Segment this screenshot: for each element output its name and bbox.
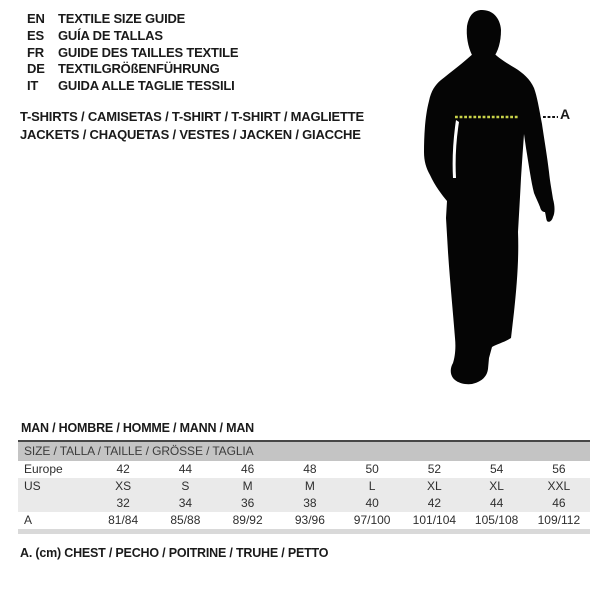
table-cell: 105/108 xyxy=(474,513,519,527)
garment-categories xyxy=(20,108,364,143)
table-cell: 40 xyxy=(365,496,379,510)
table-cell: 93/96 xyxy=(294,513,325,527)
table-cell: 97/100 xyxy=(353,513,391,527)
table-cell: 32 xyxy=(116,496,130,510)
language-legend xyxy=(27,11,238,95)
table-cell: 85/88 xyxy=(170,513,201,527)
lang-code: ES xyxy=(27,27,44,43)
legend-row-fr xyxy=(27,45,238,62)
table-cell: 46 xyxy=(240,462,255,476)
table-cell: XL xyxy=(427,479,442,493)
table-row-us xyxy=(18,478,590,495)
lang-title: TEXTILE SIZE GUIDE xyxy=(58,11,186,26)
lang-title: GUÍA DE TALLAS xyxy=(58,27,163,43)
table-cell: 48 xyxy=(303,462,317,476)
table-cell: 36 xyxy=(240,496,255,510)
lang-code: FR xyxy=(27,44,44,60)
table-cell: L xyxy=(368,479,376,493)
section-title-man: MAN / HOMBRE / HOMME / MANN / MAN xyxy=(21,421,254,435)
row-label xyxy=(18,495,92,512)
legend-row-es xyxy=(27,28,238,45)
table-cell: 52 xyxy=(427,462,442,476)
table-row-europe xyxy=(18,461,590,478)
table-cell: 44 xyxy=(178,462,193,476)
table-cell: M xyxy=(304,479,315,493)
table-cell: 56 xyxy=(552,462,566,476)
row-label: US xyxy=(24,479,41,493)
man-figure xyxy=(415,0,585,400)
table-cell: 50 xyxy=(365,462,379,476)
table-cell: 101/104 xyxy=(412,513,457,527)
category-jackets: JACKETS / CHAQUETAS / VESTES / JACKEN / GIACCHE xyxy=(20,126,361,142)
table-cell: 34 xyxy=(178,496,193,510)
table-cell: 42 xyxy=(427,496,442,510)
table-cell: 38 xyxy=(303,496,317,510)
lang-code: IT xyxy=(27,78,39,94)
lang-title: TEXTILGRÖßENFÜHRUNG xyxy=(58,61,220,77)
table-row-a-chest xyxy=(18,512,590,529)
legend-row-it xyxy=(27,78,238,95)
row-label: A xyxy=(24,513,33,527)
size-table xyxy=(18,440,590,534)
table-cell: 46 xyxy=(552,496,566,510)
table-cell: M xyxy=(242,479,253,493)
table-bottom-rule xyxy=(18,529,590,534)
table-cell: 89/92 xyxy=(232,513,263,527)
table-cell: 44 xyxy=(489,496,504,510)
table-cell: XL xyxy=(489,479,504,493)
legend-row-en xyxy=(27,11,238,28)
table-cell: S xyxy=(181,479,190,493)
lang-code: EN xyxy=(27,11,45,26)
table-row-numeric xyxy=(18,495,590,512)
table-cell: XXL xyxy=(547,479,571,493)
table-cell: 81/84 xyxy=(108,513,139,527)
size-table-header: SIZE / TALLA / TAILLE / GRÖSSE / TAGLIA xyxy=(18,442,590,461)
row-label: Europe xyxy=(24,462,63,476)
table-cell: XS xyxy=(115,479,132,493)
table-cell: 42 xyxy=(116,462,130,476)
lang-code: DE xyxy=(27,61,45,77)
lang-title: GUIDA ALLE TAGLIE TESSILI xyxy=(58,78,235,94)
lang-title: GUIDE DES TAILLES TEXTILE xyxy=(58,44,239,60)
man-silhouette xyxy=(415,0,585,400)
table-cell: 109/112 xyxy=(537,513,581,527)
measurement-a-label: A xyxy=(560,106,571,122)
table-cell: 54 xyxy=(489,462,504,476)
footnote-measurement: A. (cm) CHEST / PECHO / POITRINE / TRUHE / PETTO xyxy=(20,546,329,560)
legend-row-de xyxy=(27,61,238,78)
category-tshirts: T-SHIRTS / CAMISETAS / T-SHIRT / T-SHIRT / MAGLIETTE xyxy=(20,109,364,124)
